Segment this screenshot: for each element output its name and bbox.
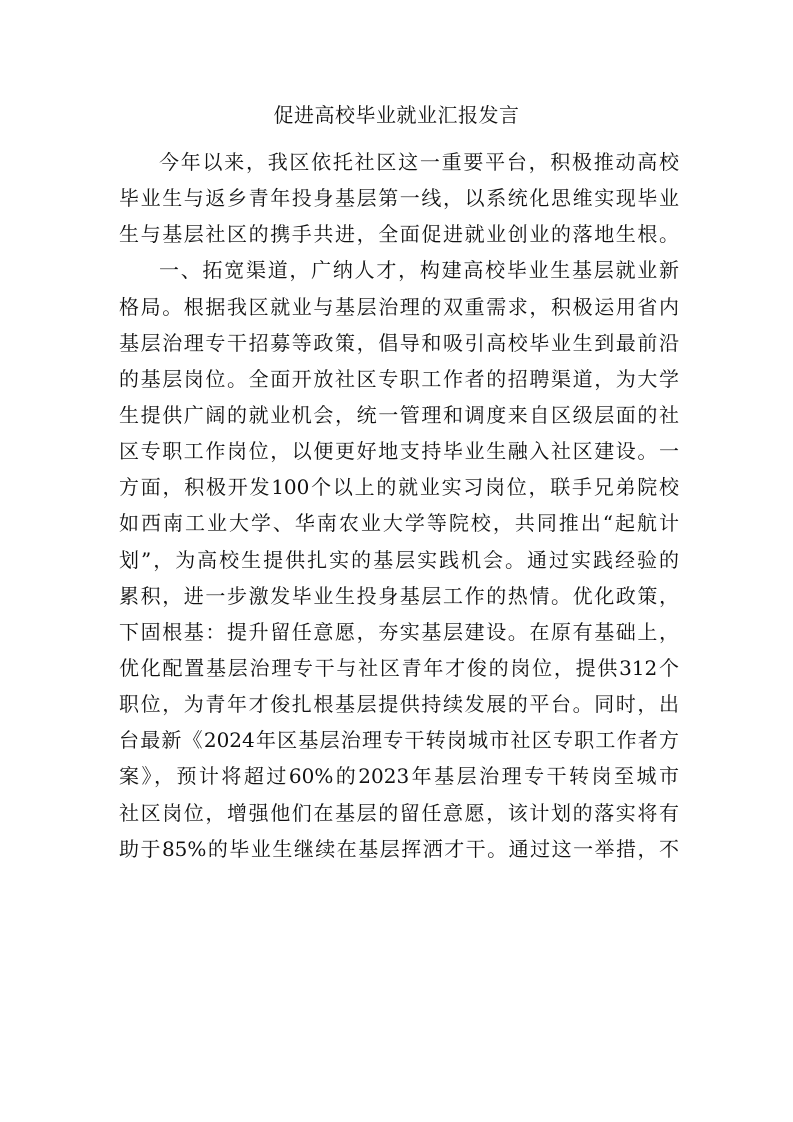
paragraph-2-line-3: 基层治理专干招募等政策，倡导和吸引高校毕业生到最前沿 bbox=[119, 330, 679, 355]
paragraph-2-line-16: 社区岗位，增强他们在基层的留任意愿，该计划的落实将有 bbox=[119, 800, 679, 825]
paragraph-1-line-1: 今年以来，我区依托社区这一重要平台，积极推动高校 bbox=[159, 150, 679, 174]
paragraph-2-line-7: 方面，积极开发100个以上的就业实习岗位，联手兄弟院校 bbox=[119, 475, 679, 500]
paragraph-2-line-8: 如西南工业大学、华南农业大学等院校，共同推出“起航计 bbox=[119, 511, 679, 536]
paragraph-2-line-4: 的基层岗位。全面开放社区专职工作者的招聘渠道，为大学 bbox=[119, 366, 679, 391]
paragraph-2-line-9: 划”，为高校生提供扎实的基层实践机会。通过实践经验的 bbox=[119, 547, 679, 572]
paragraph-2-line-12: 优化配置基层治理专干与社区青年才俊的岗位，提供312个 bbox=[119, 655, 679, 680]
paragraph-2-line-10: 累积，进一步激发毕业生投身基层工作的热情。优化政策， bbox=[119, 583, 679, 608]
paragraph-2-line-1: 一、拓宽渠道，广纳人才，构建高校毕业生基层就业新 bbox=[159, 258, 679, 283]
paragraph-2-line-14: 台最新《2024年区基层治理专干转岗城市社区专职工作者方 bbox=[119, 728, 679, 753]
paragraph-2-line-15: 案》，预计将超过60%的2023年基层治理专干转岗至城市 bbox=[119, 764, 679, 789]
paragraph-2-line-2: 格局。根据我区就业与基层治理的双重需求，积极运用省内 bbox=[119, 294, 679, 319]
document-title: 促进高校毕业就业汇报发言 bbox=[273, 103, 520, 127]
paragraph-1-line-3: 生与基层社区的携手共进，全面促进就业创业的落地生根。 bbox=[119, 222, 679, 247]
paragraph-2-line-13: 职位，为青年才俊扎根基层提供持续发展的平台。同时，出 bbox=[119, 692, 679, 717]
paragraph-1-line-2: 毕业生与返乡青年投身基层第一线，以系统化思维实现毕业 bbox=[119, 186, 679, 211]
paragraph-2-line-6: 区专职工作岗位，以便更好地支持毕业生融入社区建设。一 bbox=[119, 439, 679, 464]
paragraph-2-line-17: 助于85%的毕业生继续在基层挥洒才干。通过这一举措，不 bbox=[119, 836, 679, 861]
paragraph-2-line-11: 下固根基：提升留任意愿，夯实基层建设。在原有基础上， bbox=[119, 619, 679, 644]
paragraph-2-line-5: 生提供广阔的就业机会，统一管理和调度来自区级层面的社 bbox=[119, 402, 679, 427]
document-body bbox=[119, 144, 679, 867]
